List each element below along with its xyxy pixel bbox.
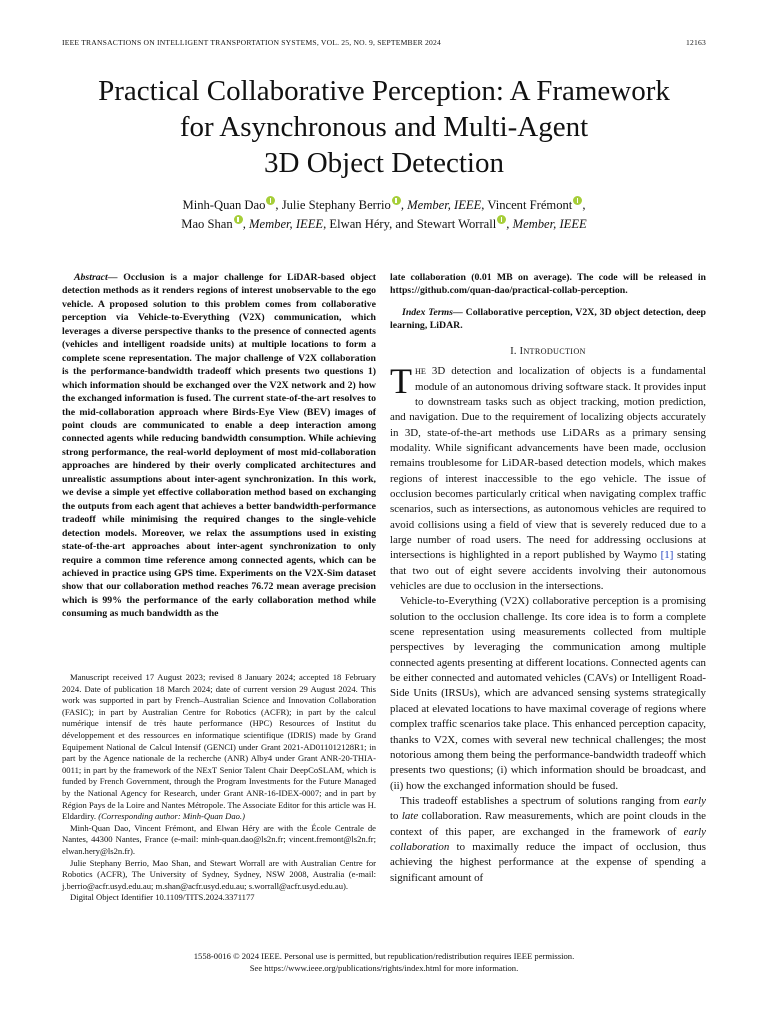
paragraph-text: to bbox=[390, 810, 402, 823]
abstract bbox=[62, 271, 376, 621]
citation-link[interactable]: [1] bbox=[660, 549, 674, 562]
drop-cap: T bbox=[390, 361, 412, 402]
footnote-affiliation-2: Julie Stephany Berrio, Mao Shan, and Stewart Worrall are with Australian Centre for Robotics (ACFR), The University of Sydney, Sydney, NSW 2008, Australia (e-mail: j.berrio@acfr.usyd.edu.au; m.shan@acfr.usyd.edu.au; s.worrall@acfr.usyd.edu.au). bbox=[62, 857, 376, 891]
orcid-icon[interactable] bbox=[497, 215, 506, 224]
paper-title bbox=[40, 73, 728, 181]
footnote-affiliation-1: Minh-Quan Dao, Vincent Frémont, and Elwan Héry are with the École Centrale de Nantes, 44300 Nantes, France (e-mail: minh-quan.dao@ls2n.fr; vincent.fremont@ls2n.fr; elwan.hery@ls2n.fr). bbox=[62, 822, 376, 856]
author-list bbox=[40, 196, 728, 234]
intro-paragraph-3 bbox=[390, 794, 706, 886]
footnotes bbox=[62, 672, 376, 904]
footnote-doi: Digital Object Identifier 10.1109/TITS.2024.3371177 bbox=[70, 892, 255, 903]
paragraph-text: collaboration. Raw measurements, which are point clouds in the context of this paper, are exchanged in the framework of bbox=[390, 810, 706, 838]
author-name: Minh-Quan Dao bbox=[182, 198, 266, 212]
orcid-icon[interactable] bbox=[234, 215, 243, 224]
rights-link-line: See https://www.ieee.org/publications/rights/index.html for more information. bbox=[249, 963, 519, 973]
title-line-2: for Asynchronous and Multi-Agent bbox=[179, 111, 589, 143]
right-column bbox=[390, 271, 706, 886]
intro-paragraph-1 bbox=[390, 361, 707, 594]
abstract-text: Occlusion is a major challenge for LiDAR-based object detection methods as it renders regions of interest unobservable to the ego vehicle. A proposed solution to this problem comes from collaborative perception via Vehicle-to-Everything (V2X) communication, which leverages a diverse perspective thanks to the presence of connected agents (vehicles and intelligent roadside units) at multiple locations to form a complete scene representation. The major challenge of V2X collaboration is the performance-bandwidth tradeoff which presents two questions 1) which information should be exchanged over the V2X network and 2) how the exchanged information is fused. The current state-of-the-art resolves to the mid-collaboration approach where Birds-Eye View (BEV) images of point clouds are communicated to enable a deep interaction among connected agents while reducing bandwidth consumption. While achieving strong performance, the real-world deployment of most mid-collaboration approaches are hindered by their overly complicated architectures and unrealistic assumptions about inter-agent synchronization. In this work, we devise a simple yet effective collaboration method based on exchanging the outputs from each agent that achieves a better bandwidth-performance tradeoff while minimising the required changes to the single-vehicle detection models. Moreover, we relax the assumptions used in existing state-of-the-art approaches about inter-agent synchronization to only require a common time reference among connected agents, which can be achieved in practice using GPS time. Experiments on the V2X-Sim dataset show that our collaboration method reaches 76.72 mean average precision which is 99% the performance of the early collaboration method while consuming as much bandwidth as the bbox=[62, 272, 376, 620]
abstract-label: Abstract— bbox=[74, 272, 118, 283]
copyright-line: 1558-0016 © 2024 IEEE. Personal use is permitted, but republication/redistribution requires IEEE permission. bbox=[193, 951, 575, 961]
corresponding-author: (Corresponding author: Minh-Quan Dao.) bbox=[98, 811, 245, 822]
left-column bbox=[62, 271, 376, 621]
author-name: , Elwan Héry, and Stewart Worrall bbox=[323, 217, 497, 231]
author-name: , Vincent Frémont bbox=[481, 198, 573, 212]
author-name: Mao Shan bbox=[181, 217, 233, 231]
author-membership: , Member, IEEE bbox=[400, 198, 482, 212]
author-membership: , Member, IEEE bbox=[506, 217, 587, 231]
author-line-2 bbox=[40, 215, 728, 234]
author-separator: , bbox=[582, 198, 586, 212]
index-terms-label: Index Terms— bbox=[402, 306, 463, 318]
title-line-3: 3D Object Detection bbox=[264, 147, 504, 179]
paragraph-text: This tradeoff establishes a spectrum of solutions ranging from bbox=[400, 794, 684, 807]
paragraph-text: to maximally reduce the impact of occlusion, thus achieving the highest performance at the expense of spending a significant amount of bbox=[390, 840, 706, 884]
emphasis-text: early bbox=[683, 794, 706, 807]
index-terms bbox=[390, 306, 706, 333]
paragraph-text: stating that two out of eight severe accidents involving their autonomous vehicles are due to occlusion in the intersections. bbox=[390, 549, 707, 593]
author-name: , Julie Stephany Berrio bbox=[275, 198, 391, 212]
orcid-icon[interactable] bbox=[573, 196, 582, 205]
footnote-text: Manuscript received 17 August 2023; revised 8 January 2024; accepted 18 February 2024. Date of publication 18 March 2024; date of current version 29 August 2024. This work was supported in part by French–Australian Science and Innovation Collaboration (FASIC); in part by Australian Centre for Robotics (ACFR); in part by the calcul numérique intensif de très haute performance (HPC) Resources of Institut du développement et des ressources en informatique scientifique (IDRIS) made by Grand Equipement National de Calcul Intensif (GENCI) under Grant 2021-AD011012128R1; in part by the Agence nationale de la recherche (ANR) Alby4 under Grant ANR-20-THIA-0011; in part by the framework of the NExT Senior Talent Chair DeepCoSLAM, which is funded by French Government, through the Program Investments for the Future Managed by the National Agency for Research, under Grant ANR-16-IDEX-0007; and in part by Région Pays de la Loire and Nantes Métropole. The Associate Editor for this article was H. Eldardiry. bbox=[62, 672, 376, 822]
small-caps-text: HE bbox=[415, 367, 426, 377]
footnote-manuscript bbox=[62, 672, 376, 823]
paragraph-text: 3D detection and localization of objects is a fundamental module of an autonomous driving software stack. It provides input to downstream tasks such as object tracking, motion prediction, and navigation. Due to the requirement of localizing objects accurately in 3D, state-of-the-art methods use LiDARs as a primary sensing modality. While significant advancements have been made, occlusion remains troublesome for LiDAR-based detection models, which makes regions of interest inaccessible to the ego vehicle. The issue of occlusion becomes particularly critical when navigating complex traffic scenarios, such as intersections, as autonomous vehicles are required to avoid collisions using a field of view that is severely reduced due to a large number of road users. The need for addressing occlusions at intersections is highlighted in a report published by Waymo bbox=[390, 365, 706, 562]
running-header bbox=[62, 38, 706, 47]
intro-paragraph-2: Vehicle-to-Everything (V2X) collaborative perception is a promising solution to the occlusion challenge. Its core idea is to form a complete scene representation using measurements collected from multiple perspectives by leveraging the communication among multiple connected agents presenting at different locations. Connected agents can be either connected and automated vehicles (CAVs) or Intelligent Road-Side Units (IRSUs), which are advanced sensing systems strategically placed at elevated locations to have maximal coverage of regions where complex traffic scenarios take place. This enhanced perception capacity, thanks to V2X, comes with several new technical challenges; the most notorious among them being the performance-bandwidth tradeoff which presents two questions; (i) which information should be broadcast, and (ii) how the exchanged information should be fused. bbox=[390, 595, 706, 792]
page-number: 12163 bbox=[686, 38, 706, 47]
index-terms-text: Collaborative perception, V2X, 3D object detection, deep learning, LiDAR. bbox=[390, 306, 707, 332]
title-line-1: Practical Collaborative Perception: A Framework bbox=[98, 75, 670, 107]
orcid-icon[interactable] bbox=[392, 196, 401, 205]
section-number: I. bbox=[510, 345, 520, 357]
abstract-continued: late collaboration (0.01 MB on average). The code will be released in https://github.com/quan-dao/practical-collab-perception. bbox=[390, 272, 706, 297]
emphasis-text: late bbox=[401, 810, 419, 823]
section-title-initial: I bbox=[519, 345, 524, 357]
copyright-footer bbox=[0, 950, 768, 974]
author-line-1 bbox=[40, 196, 728, 215]
section-title-rest: NTRODUCTION bbox=[523, 346, 586, 356]
emphasis-text: early collaboration bbox=[390, 825, 706, 853]
journal-name: IEEE TRANSACTIONS ON INTELLIGENT TRANSPORTATION SYSTEMS, VOL. 25, NO. 9, SEPTEMBER 2024 bbox=[62, 38, 442, 47]
author-membership: , Member, IEEE bbox=[242, 217, 324, 231]
section-heading-introduction bbox=[390, 345, 706, 358]
